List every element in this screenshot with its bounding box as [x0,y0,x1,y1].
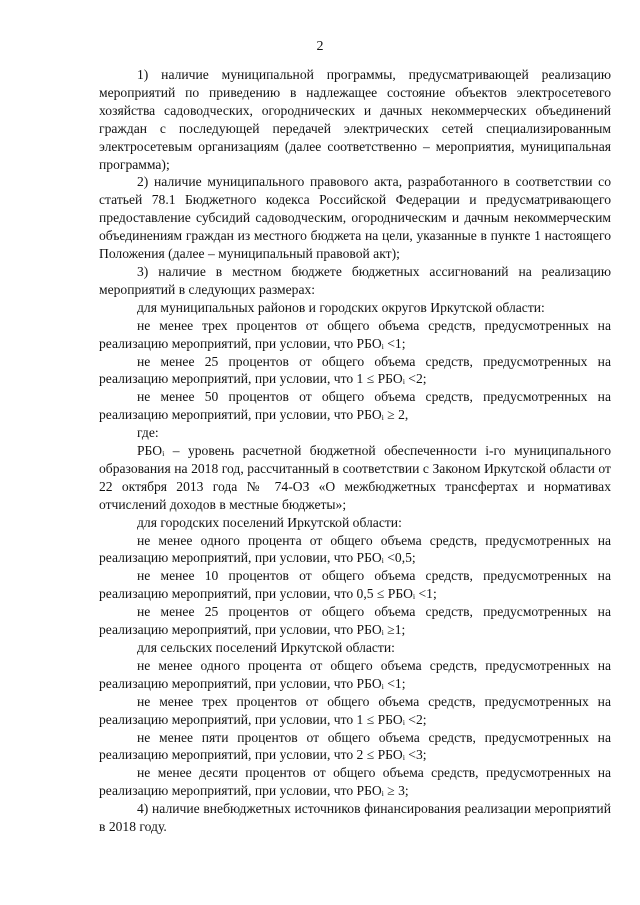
paragraph-condition-2: 2) наличие муниципального правового акта, разработанного в соответствии со статьей 78.1 Бюджетного кодекса Российской Федерации и предусматривающего предоставление субсидий садоводческим, огородническим и дачным некоммерческим объединениям граждан из местного бюджета на цели, указанные в пункте 1 настоящего Положения (далее – муниципальный правовой акт); [99,174,611,262]
paragraph-districts-rate-3: не менее 50 процентов от общего объема средств, предусмотренных на реализацию мероприятий, при условии, что РБОᵢ ≥ 2, [99,389,611,423]
page-number: 2 [316,39,324,54]
paragraph-urban-rate-3: не менее 25 процентов от общего объема средств, предусмотренных на реализацию мероприятий, при условии, что РБОᵢ ≥1; [99,604,611,638]
paragraph-urban-rate-2: не менее 10 процентов от общего объема средств, предусмотренных на реализацию мероприятий, при условии, что 0,5 ≤ РБОᵢ <1; [99,568,611,602]
paragraph-rbo-definition: РБОᵢ – уровень расчетной бюджетной обеспеченности i-го муниципального образования на 2018 год, рассчитанный в соответствии с Законом Иркутской области от 22 октября 2013 года № 74-ОЗ «О межбюджетных трансфертах и нормативах отчислений доходов в местные бюджеты»; [99,443,611,512]
paragraph-where: где: [137,425,159,441]
paragraph-districts-rate-1: не менее трех процентов от общего объема средств, предусмотренных на реализацию мероприятий, при условии, что РБОᵢ <1; [99,317,611,351]
document-body [99,66,611,836]
paragraph-rural-rate-2: не менее трех процентов от общего объема средств, предусмотренных на реализацию мероприятий, при условии, что 1 ≤ РБОᵢ <2; [99,693,611,727]
paragraph-districts-heading: для муниципальных районов и городских округов Иркутской области: [137,299,545,315]
paragraph-condition-4: 4) наличие внебюджетных источников финансирования реализации мероприятий в 2018 году. [99,801,611,835]
paragraph-rural-heading: для сельских поселений Иркутской области: [137,640,395,655]
paragraph-rural-rate-4: не менее десяти процентов от общего объема средств, предусмотренных на реализацию мероприятий, при условии, что РБОᵢ ≥ 3; [99,765,611,799]
paragraph-condition-3: 3) наличие в местном бюджете бюджетных ассигнований на реализацию мероприятий в следующих размерах: [99,263,611,297]
paragraph-condition-1: 1) наличие муниципальной программы, предусматривающей реализацию мероприятий по приведению в надлежащее состояние объектов электросетевого хозяйства садоводческих, огороднических и дачных некоммерческих объединений граждан с последующей передачей электрических сетей специализированным электросетевым организациям (далее соответственно – мероприятия, муниципальная программа); [99,67,611,172]
paragraph-urban-heading: для городских поселений Иркутской области: [137,514,402,530]
paragraph-urban-rate-1: не менее одного процента от общего объема средств, предусмотренных на реализацию мероприятий, при условии, что РБОᵢ <0,5; [99,532,611,566]
paragraph-rural-rate-3: не менее пяти процентов от общего объема средств, предусмотренных на реализацию мероприятий, при условии, что 2 ≤ РБОᵢ <3; [99,729,611,763]
paragraph-districts-rate-2: не менее 25 процентов от общего объема средств, предусмотренных на реализацию мероприятий, при условии, что 1 ≤ РБОᵢ <2; [99,353,611,387]
paragraph-rural-rate-1: не менее одного процента от общего объема средств, предусмотренных на реализацию мероприятий, при условии, что РБОᵢ <1; [99,657,611,691]
